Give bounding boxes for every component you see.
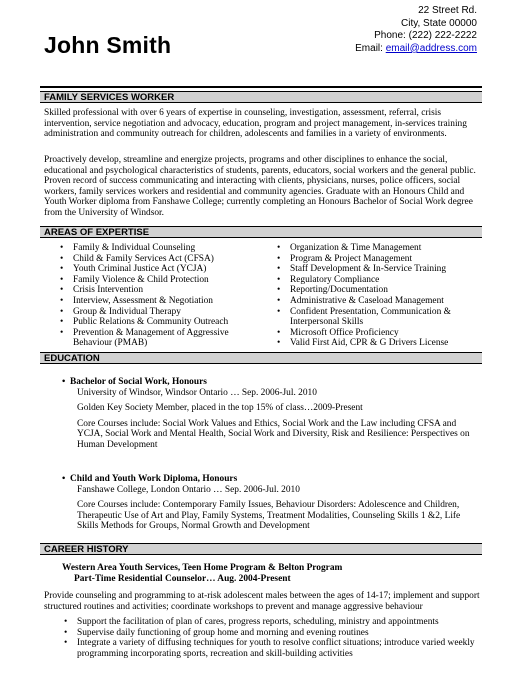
section-heading-career: CAREER HISTORY [40, 543, 482, 555]
list-item [275, 328, 485, 339]
header-divider [40, 86, 482, 88]
core-courses: Core Courses include: Contemporary Family Issues, Behaviour Disorders: Adolescence and Children, Therapeutic Use of Art and Play, Family Systems, Treatment Modalities, Counseling Skills 1 &2, Life Skills Methods for Groups, Normal Growth and Development [77, 500, 461, 532]
bullet-glyph: • [60, 264, 64, 275]
summary-paragraph-2: Proactively develop, streamline and energize projects, programs and other disciplines to enhance the social, educational and psychological characteristics of students, parents, educators, social workers and the general public. Proven record of success communicating and interacting with clients, physicians, nurses, police officers, social workers, family services workers and residential and community agencies. Graduate with an Honours Child and Youth Worker diploma from Fanshawe College; currently completing an Honours Bachelor of Social Work degree from the University of Windsor. [44, 155, 476, 218]
list-item-text: Confident Presentation, Communication & Interpersonal Skills [290, 306, 451, 328]
job-description: Provide counseling and programming to at-risk adolescent males between the ages of 14-17; implement and support structured routines and activities; coordinate workshops to prevent and manage aggressive behaviour [44, 591, 480, 612]
bullet-glyph: • [60, 243, 64, 253]
list-item-text: Prevention & Management of Aggressive Behaviour (PMAB) [73, 327, 229, 349]
list-item [58, 275, 268, 286]
list-item-text: Program & Project Management [290, 253, 413, 264]
bullet-glyph: • [60, 317, 64, 328]
list-item-text: Reporting/Documentation [290, 285, 388, 296]
bullet-glyph: • [277, 274, 281, 285]
diploma-title-text: Child and Youth Work Diploma, Honours [69, 474, 238, 484]
list-item [62, 617, 482, 628]
email-link[interactable]: email@address.com [385, 42, 477, 54]
list-item [58, 296, 268, 307]
list-item [275, 307, 485, 328]
list-item [275, 254, 485, 265]
expertise-column-right [275, 243, 485, 349]
degree-title [62, 377, 482, 388]
degree-title-text: Bachelor of Social Work, Honours [69, 377, 207, 387]
email-label: Email: [355, 42, 386, 54]
list-item-text: Interview, Assessment & Negotiation [73, 295, 213, 306]
list-item-text: Public Relations & Community Outreach [73, 317, 229, 328]
bullet-glyph: • [62, 474, 66, 484]
list-item-text: Organization & Time Management [290, 243, 422, 253]
expertise-column-left [58, 243, 268, 349]
phone-line: Phone: (222) 222-2222 [374, 30, 477, 42]
list-item-text: Family & Individual Counseling [73, 243, 196, 253]
address-line: 22 Street Rd. [418, 5, 477, 16]
bullet-glyph: • [277, 243, 281, 253]
education-entry-diploma [62, 474, 482, 532]
city-line: City, State 00000 [401, 17, 477, 29]
employer-name: Western Area Youth Services, Teen Home Program & Belton Program [62, 563, 343, 573]
list-item [58, 254, 268, 265]
bullet-glyph: • [62, 377, 66, 387]
list-item [58, 307, 268, 318]
core-courses: Core Courses include: Social Work Values and Ethics, Social Work and the Law including CFSA and YCJA, Social Work and Mental Health, Social Work and Diversity, Risk and Resilience: Perspectives on Human Development [77, 418, 470, 450]
contact-block [355, 5, 477, 55]
bullet-glyph: • [277, 306, 281, 317]
list-item [58, 328, 268, 349]
summary-paragraph-1: Skilled professional with over 6 years of expertise in counseling, investigation, assessment, referral, crisis intervention, service negotiation and advocacy, education, program and project management, in-services training administration and community outreach for children, adolescents and families in a variety of environments. [44, 108, 467, 140]
bullet-glyph: • [277, 253, 281, 264]
email-line [355, 43, 477, 56]
bullet-glyph: • [60, 274, 64, 285]
list-item-text: Support the facilitation of plan of cares, progress reports, scheduling, ministry and appointments [77, 617, 439, 627]
list-item [275, 338, 485, 349]
list-item-text: Regulatory Compliance [290, 274, 380, 285]
expertise-list-left [58, 243, 268, 349]
bullet-glyph: • [60, 295, 64, 306]
section-heading-education: EDUCATION [40, 352, 482, 364]
expertise-list-right [275, 243, 485, 349]
job-header [62, 563, 482, 584]
list-item [62, 628, 482, 639]
list-item-text: Staff Development & In-Service Training [290, 264, 447, 275]
bullet-glyph: • [277, 285, 281, 296]
list-item-text: Microsoft Office Proficiency [290, 327, 399, 338]
list-item [58, 317, 268, 328]
list-item-text: Youth Criminal Justice Act (YCJA) [73, 264, 207, 275]
list-item-text: Group & Individual Therapy [73, 306, 181, 317]
bullet-glyph: • [277, 338, 281, 349]
list-item-text: Integrate a variety of diffusing techniques for youth to resolve conflict situations; introduce varied weekly programming incorporating sports, recreation and skill-building activities [77, 638, 475, 659]
list-item-text: Administrative & Caseload Management [290, 295, 444, 306]
list-item [275, 296, 485, 307]
list-item-text: Supervise daily functioning of group home and morning and evening routines [77, 627, 369, 638]
bullet-glyph: • [277, 295, 281, 306]
school-line: University of Windsor, Windsor Ontario … Sep. 2006-Jul. 2010 [77, 387, 317, 398]
bullet-glyph: • [64, 638, 68, 649]
list-item-text: Valid First Aid, CPR & G Drivers License [290, 338, 449, 349]
list-item-text: Crisis Intervention [73, 285, 144, 296]
list-item [58, 243, 268, 254]
list-item [58, 264, 268, 275]
list-item-text: Child & Family Services Act (CFSA) [73, 253, 214, 264]
list-item [275, 264, 485, 275]
list-item-text: Family Violence & Child Protection [73, 274, 209, 285]
diploma-title [62, 474, 482, 485]
job-bullets [62, 617, 482, 659]
bullet-glyph: • [60, 253, 64, 264]
bullet-glyph: • [64, 617, 68, 627]
education-entry-bsw [62, 377, 482, 451]
list-item [275, 285, 485, 296]
section-heading-expertise: AREAS OF EXPERTISE [40, 226, 482, 238]
bullet-glyph: • [277, 327, 281, 338]
bullet-glyph: • [64, 627, 68, 638]
list-item [275, 243, 485, 254]
bullet-glyph: • [60, 327, 64, 338]
section-heading-summary: FAMILY SERVICES WORKER [40, 91, 482, 103]
school-line: Fanshawe College, London Ontario … Sep. 2006-Jul. 2010 [77, 484, 300, 495]
career-bullet-list [62, 617, 482, 659]
bullet-glyph: • [60, 306, 64, 317]
job-role: Part-Time Residential Counselor… Aug. 2004-Present [74, 573, 291, 584]
list-item [275, 275, 485, 286]
honour-line: Golden Key Society Member, placed in the top 15% of class…2009-Present [77, 403, 363, 414]
bullet-glyph: • [277, 264, 281, 275]
list-item [62, 638, 482, 659]
list-item [58, 285, 268, 296]
bullet-glyph: • [60, 285, 64, 296]
candidate-name: John Smith [44, 32, 172, 58]
